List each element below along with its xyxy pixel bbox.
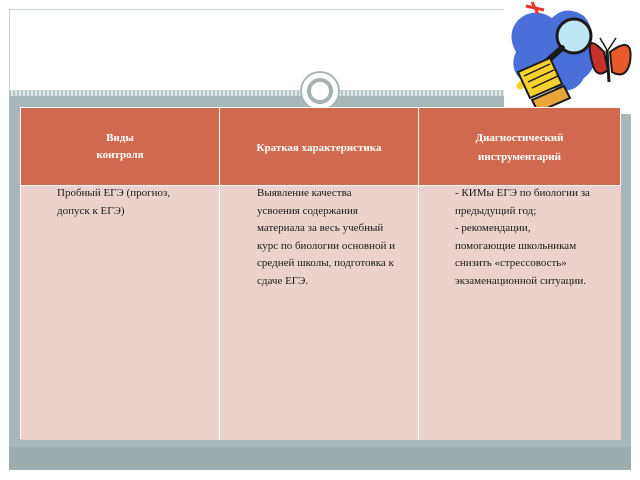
control-types-table xyxy=(20,107,620,439)
header-line: Виды xyxy=(106,132,134,144)
cell-text-description: Выявление качества усвоения содержания материала за весь учебный курс по биологии основной и средней школы, подготовка к сдаче ЕГЭ. xyxy=(257,187,395,287)
clipart-sparkle xyxy=(526,2,544,14)
butterfly-body xyxy=(607,50,609,82)
table-cell-control-type xyxy=(21,186,220,440)
table-cell-description xyxy=(220,186,419,440)
table-cell-tools xyxy=(419,186,621,440)
butterfly-wing-right-icon xyxy=(610,45,631,75)
header-line: Диагностический xyxy=(475,132,564,144)
decorative-ring xyxy=(307,78,333,104)
clipart-drawing xyxy=(504,0,640,114)
decorative-circle-icon xyxy=(300,71,340,111)
cell-text-control-type: Пробный ЕГЭ (прогноз, допуск к ЕГЭ) xyxy=(57,187,171,217)
header-line: Краткая характеристика xyxy=(256,142,382,154)
header-line: инструментарий xyxy=(478,151,561,163)
header-line: контроля xyxy=(96,149,144,161)
butterfly-antennae xyxy=(600,38,616,50)
slide-footer-band xyxy=(9,447,631,470)
cell-text-tools: - КИМы ЕГЭ по биологии за предыдущий год; - рекомендации, помогающие школьникам снизить «стрессовость» экзаменационной ситуации. xyxy=(455,187,590,287)
magnifier-books-butterfly-clipart xyxy=(504,0,640,114)
header-cell-control-types xyxy=(21,108,220,186)
header-cell-short-description xyxy=(220,108,419,186)
header-cell-diagnostic-tools xyxy=(419,108,621,186)
